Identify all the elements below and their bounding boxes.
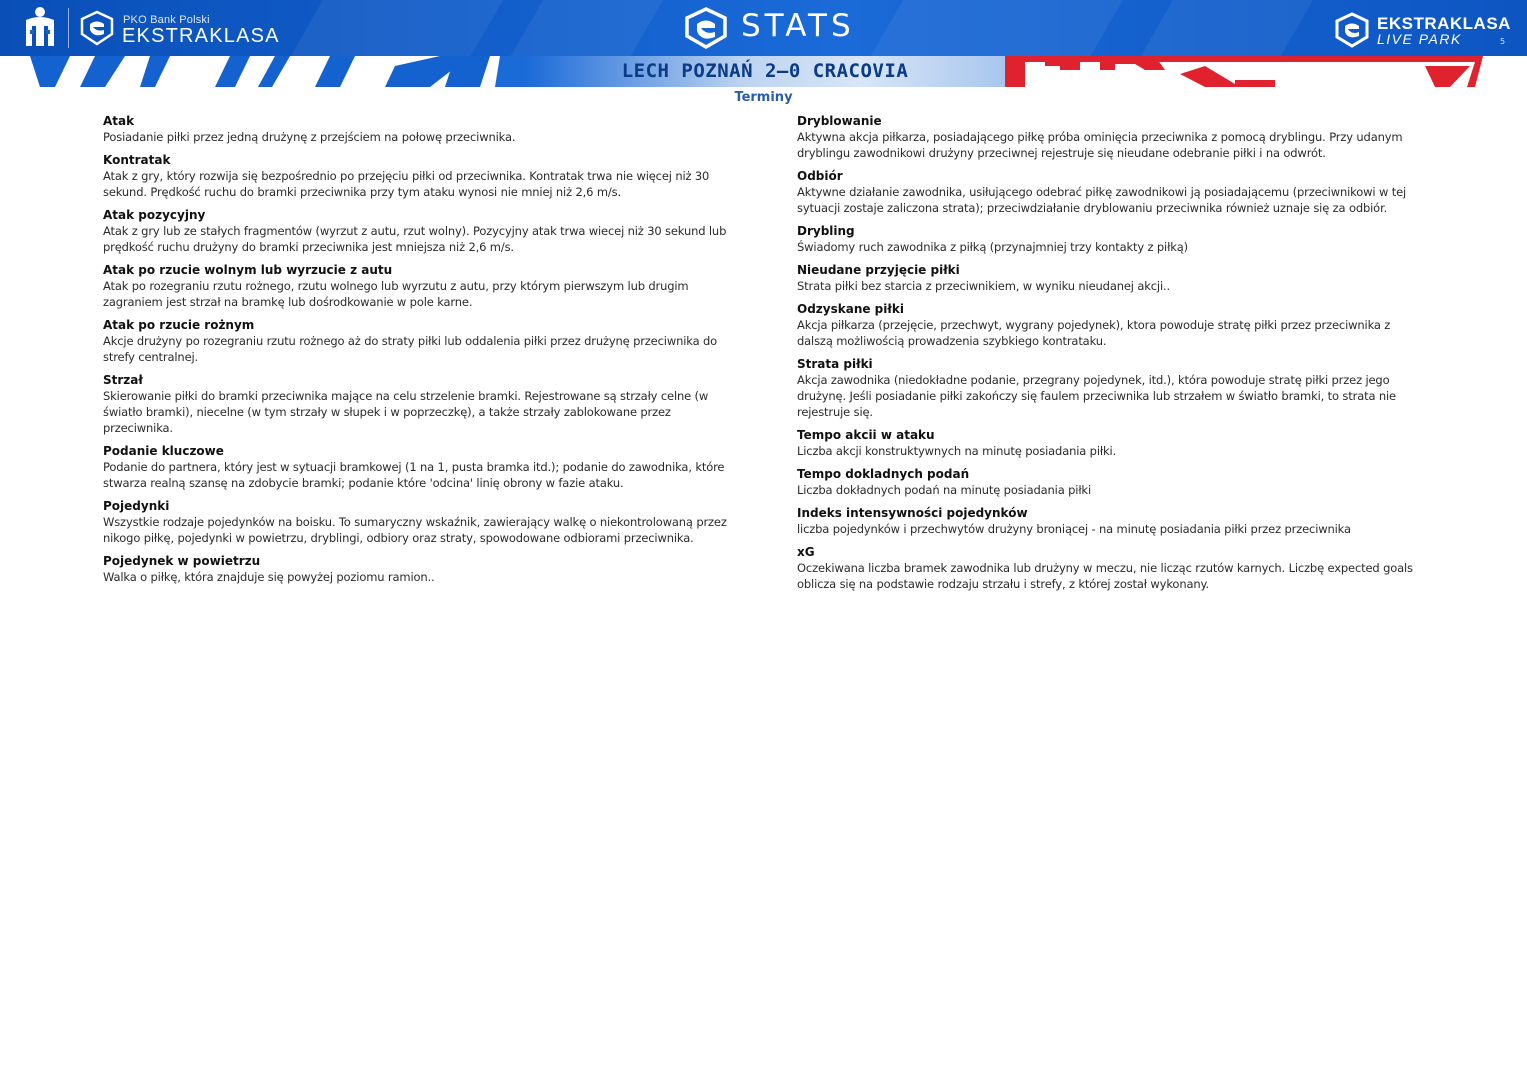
glossary-term <box>797 544 1425 592</box>
term-name: Nieudane przyjęcie piłki <box>797 263 960 277</box>
glossary-term <box>103 113 731 145</box>
term-name: Tempo akcii w ataku <box>797 428 935 442</box>
cracovia-team-artwork <box>1005 56 1483 87</box>
pko-bank-label: PKO Bank Polski <box>123 14 210 26</box>
term-definition: Walka o piłkę, która znajduje się powyżej poziomu ramion.. <box>103 570 435 584</box>
term-name: Strzał <box>103 373 143 387</box>
match-title: LECH POZNAŃ 2–0 CRACOVIA <box>621 60 909 82</box>
glossary-term <box>797 505 1425 537</box>
glossary-term <box>797 356 1425 420</box>
term-definition: Liczba akcji konstruktywnych na minutę posiadania piłki. <box>797 444 1117 458</box>
glossary-term <box>797 466 1425 498</box>
term-definition: Strata piłki bez starcia z przeciwnikiem, w wyniku nieudanej akcji.. <box>797 279 1171 293</box>
term-definition: Liczba dokładnych podań na minutę posiadania piłki <box>797 483 1091 497</box>
stats-logo-icon <box>684 7 728 49</box>
term-name: Strata piłki <box>797 357 873 371</box>
term-name: Indeks intensywności pojedynków <box>797 506 1028 520</box>
header-divider <box>68 8 69 48</box>
glossary-right-column <box>797 113 1425 599</box>
term-name: Podanie kluczowe <box>103 444 224 458</box>
term-name: Atak <box>103 114 135 128</box>
section-heading: Terminy <box>734 90 793 105</box>
glossary-term <box>797 223 1425 255</box>
term-definition: Aktywne działanie zawodnika, usiłującego odebrać piłkę zawodnikowi ją posiadającemu (przeciwnikowi w tej sytuacji zostaje zaliczona strata); przeciwdziałanie dryblowaniu przeciwnika również uznaje się za odbiór. <box>797 185 1407 215</box>
term-name: Dryblowanie <box>797 114 882 128</box>
lech-team-artwork <box>0 56 525 87</box>
term-definition: Akcja piłkarza (przejęcie, przechwyt, wygrany pojedynek), ktora powoduje stratę piłki przez przeciwnika z dalszą możliwością prowadzenia szybkiego kontrataku. <box>797 318 1391 348</box>
term-definition: Posiadanie piłki przez jedną drużynę z przejściem na połowę przeciwnika. <box>103 130 516 144</box>
glossary-term <box>797 113 1425 161</box>
term-name: Drybling <box>797 224 855 238</box>
term-definition: Atak po rozegraniu rzutu rożnego, rzutu wolnego lub wyrzutu z autu, przy którym pierwszym lub drugim zagraniem jest strzał na bramkę lub dośrodkowanie w pole karne. <box>103 279 689 309</box>
stats-label: STATS <box>741 8 855 44</box>
top-header-bar <box>0 0 1527 56</box>
term-definition: Podanie do partnera, który jest w sytuacji bramkowej (1 na 1, pusta bramka itd.); podanie do zawodnika, które stwarza realną szansę na zdobycie bramki; podanie które 'odcina' linię obrony w fazie ataku. <box>103 460 725 490</box>
header-stripe <box>485 0 674 56</box>
header-stripe <box>265 0 514 56</box>
glossary-term <box>103 372 731 436</box>
match-banner <box>0 56 1527 87</box>
header-stripe <box>845 0 1134 56</box>
glossary-term <box>103 207 731 255</box>
glossary-term <box>103 262 731 310</box>
term-definition: liczba pojedynków i przechwytów drużyny broniącej - na minutę posiadania piłki przez przeciwnika <box>797 522 1351 536</box>
term-definition: Skierowanie piłki do bramki przeciwnika mające na celu strzelenie bramki. Rejestrowane są strzały celne (w światło bramki), niecelne (w tym strzały w słupek i w poprzeczkę), a także strzały zablokowane przez przeciwnika. <box>103 389 709 435</box>
term-name: Tempo dokladnych podań <box>797 467 970 481</box>
term-definition: Świadomy ruch zawodnika z piłką (przynajmniej trzy kontakty z piłką) <box>797 240 1188 254</box>
term-name: Atak pozycyjny <box>103 208 206 222</box>
term-name: Atak po rzucie rożnym <box>103 318 255 332</box>
glossary-term <box>103 152 731 200</box>
pko-bank-logo-icon <box>22 6 58 50</box>
term-definition: Atak z gry lub ze stałych fragmentów (wyrzut z autu, rzut wolny). Pozycyjny atak trwa wiecej niż 30 sekund lub prędkość ruchu drużyny do bramki przeciwnika jest mniejsza niż 2,6 m/s. <box>103 224 727 254</box>
glossary-left-column <box>103 113 731 592</box>
term-definition: Akcja zawodnika (niedokładne podanie, przegrany pojedynek, itd.), która powoduje stratę piłki przez jego drużynę. Jeśli posiadanie piłki zakończy się faulem przeciwnika lub strzałem w światło bramki, to strata nie rejestruje się. <box>797 373 1396 419</box>
glossary-term <box>797 168 1425 216</box>
term-name: Odzyskane piłki <box>797 302 904 316</box>
ekstraklasa-logo-icon <box>80 10 114 46</box>
live-park-line1: EKSTRAKLASA <box>1377 14 1511 33</box>
term-definition: Oczekiwana liczba bramek zawodnika lub drużyny w meczu, nie licząc rzutów karnych. Liczbę expected goals oblicza się na podstawie rodzaju strzału i strefy, z której został wykonany. <box>797 561 1413 591</box>
term-name: Atak po rzucie wolnym lub wyrzucie z autu <box>103 263 393 277</box>
glossary-term <box>797 427 1425 459</box>
term-name: Odbiór <box>797 169 843 183</box>
term-definition: Atak z gry, który rozwija się bezpośrednio po przejęciu piłki od przeciwnika. Kontratak trwa nie więcej niż 30 sekund. Prędkość ruchu do bramki przeciwnika przy tym ataku wynosi nie mniej niż 2,6 m/s. <box>103 169 710 199</box>
glossary-term <box>103 443 731 491</box>
glossary-term <box>103 553 731 585</box>
term-name: xG <box>797 545 815 559</box>
term-name: Pojedynki <box>103 499 170 513</box>
live-park-logo-icon <box>1334 12 1370 48</box>
live-park-line2: LIVE PARK <box>1377 31 1462 47</box>
glossary-term <box>797 301 1425 349</box>
term-name: Kontratak <box>103 153 171 167</box>
glossary-term <box>797 262 1425 294</box>
term-definition: Aktywna akcja piłkarza, posiadającego piłkę próba ominięcia przeciwnika z pomocą dryblingu. Przy udanym dryblingu zawodnikowi drużyny przeciwnej rejestruje się nieudane odebranie piłki i na odwrót. <box>797 130 1403 160</box>
page-number: 5 <box>1500 37 1506 46</box>
term-name: Pojedynek w powietrzu <box>103 554 261 568</box>
ekstraklasa-label: EKSTRAKLASA <box>122 25 280 47</box>
glossary-term <box>103 498 731 546</box>
glossary-term <box>103 317 731 365</box>
term-definition: Wszystkie rodzaje pojedynków na boisku. To sumaryczny wskaźnik, zawierający walkę o niekontrolowaną przez nikogo piłkę, pojedynki w powietrzu, dryblingi, odbiory oraz straty, spowodowane odbiorami przeciwnika. <box>103 515 727 545</box>
term-definition: Akcje drużyny po rozegraniu rzutu rożnego aż do straty piłki lub oddalenia piłki przez drużynę przeciwnika do strefy centralnej. <box>103 334 718 364</box>
header-stripe <box>1115 0 1324 56</box>
